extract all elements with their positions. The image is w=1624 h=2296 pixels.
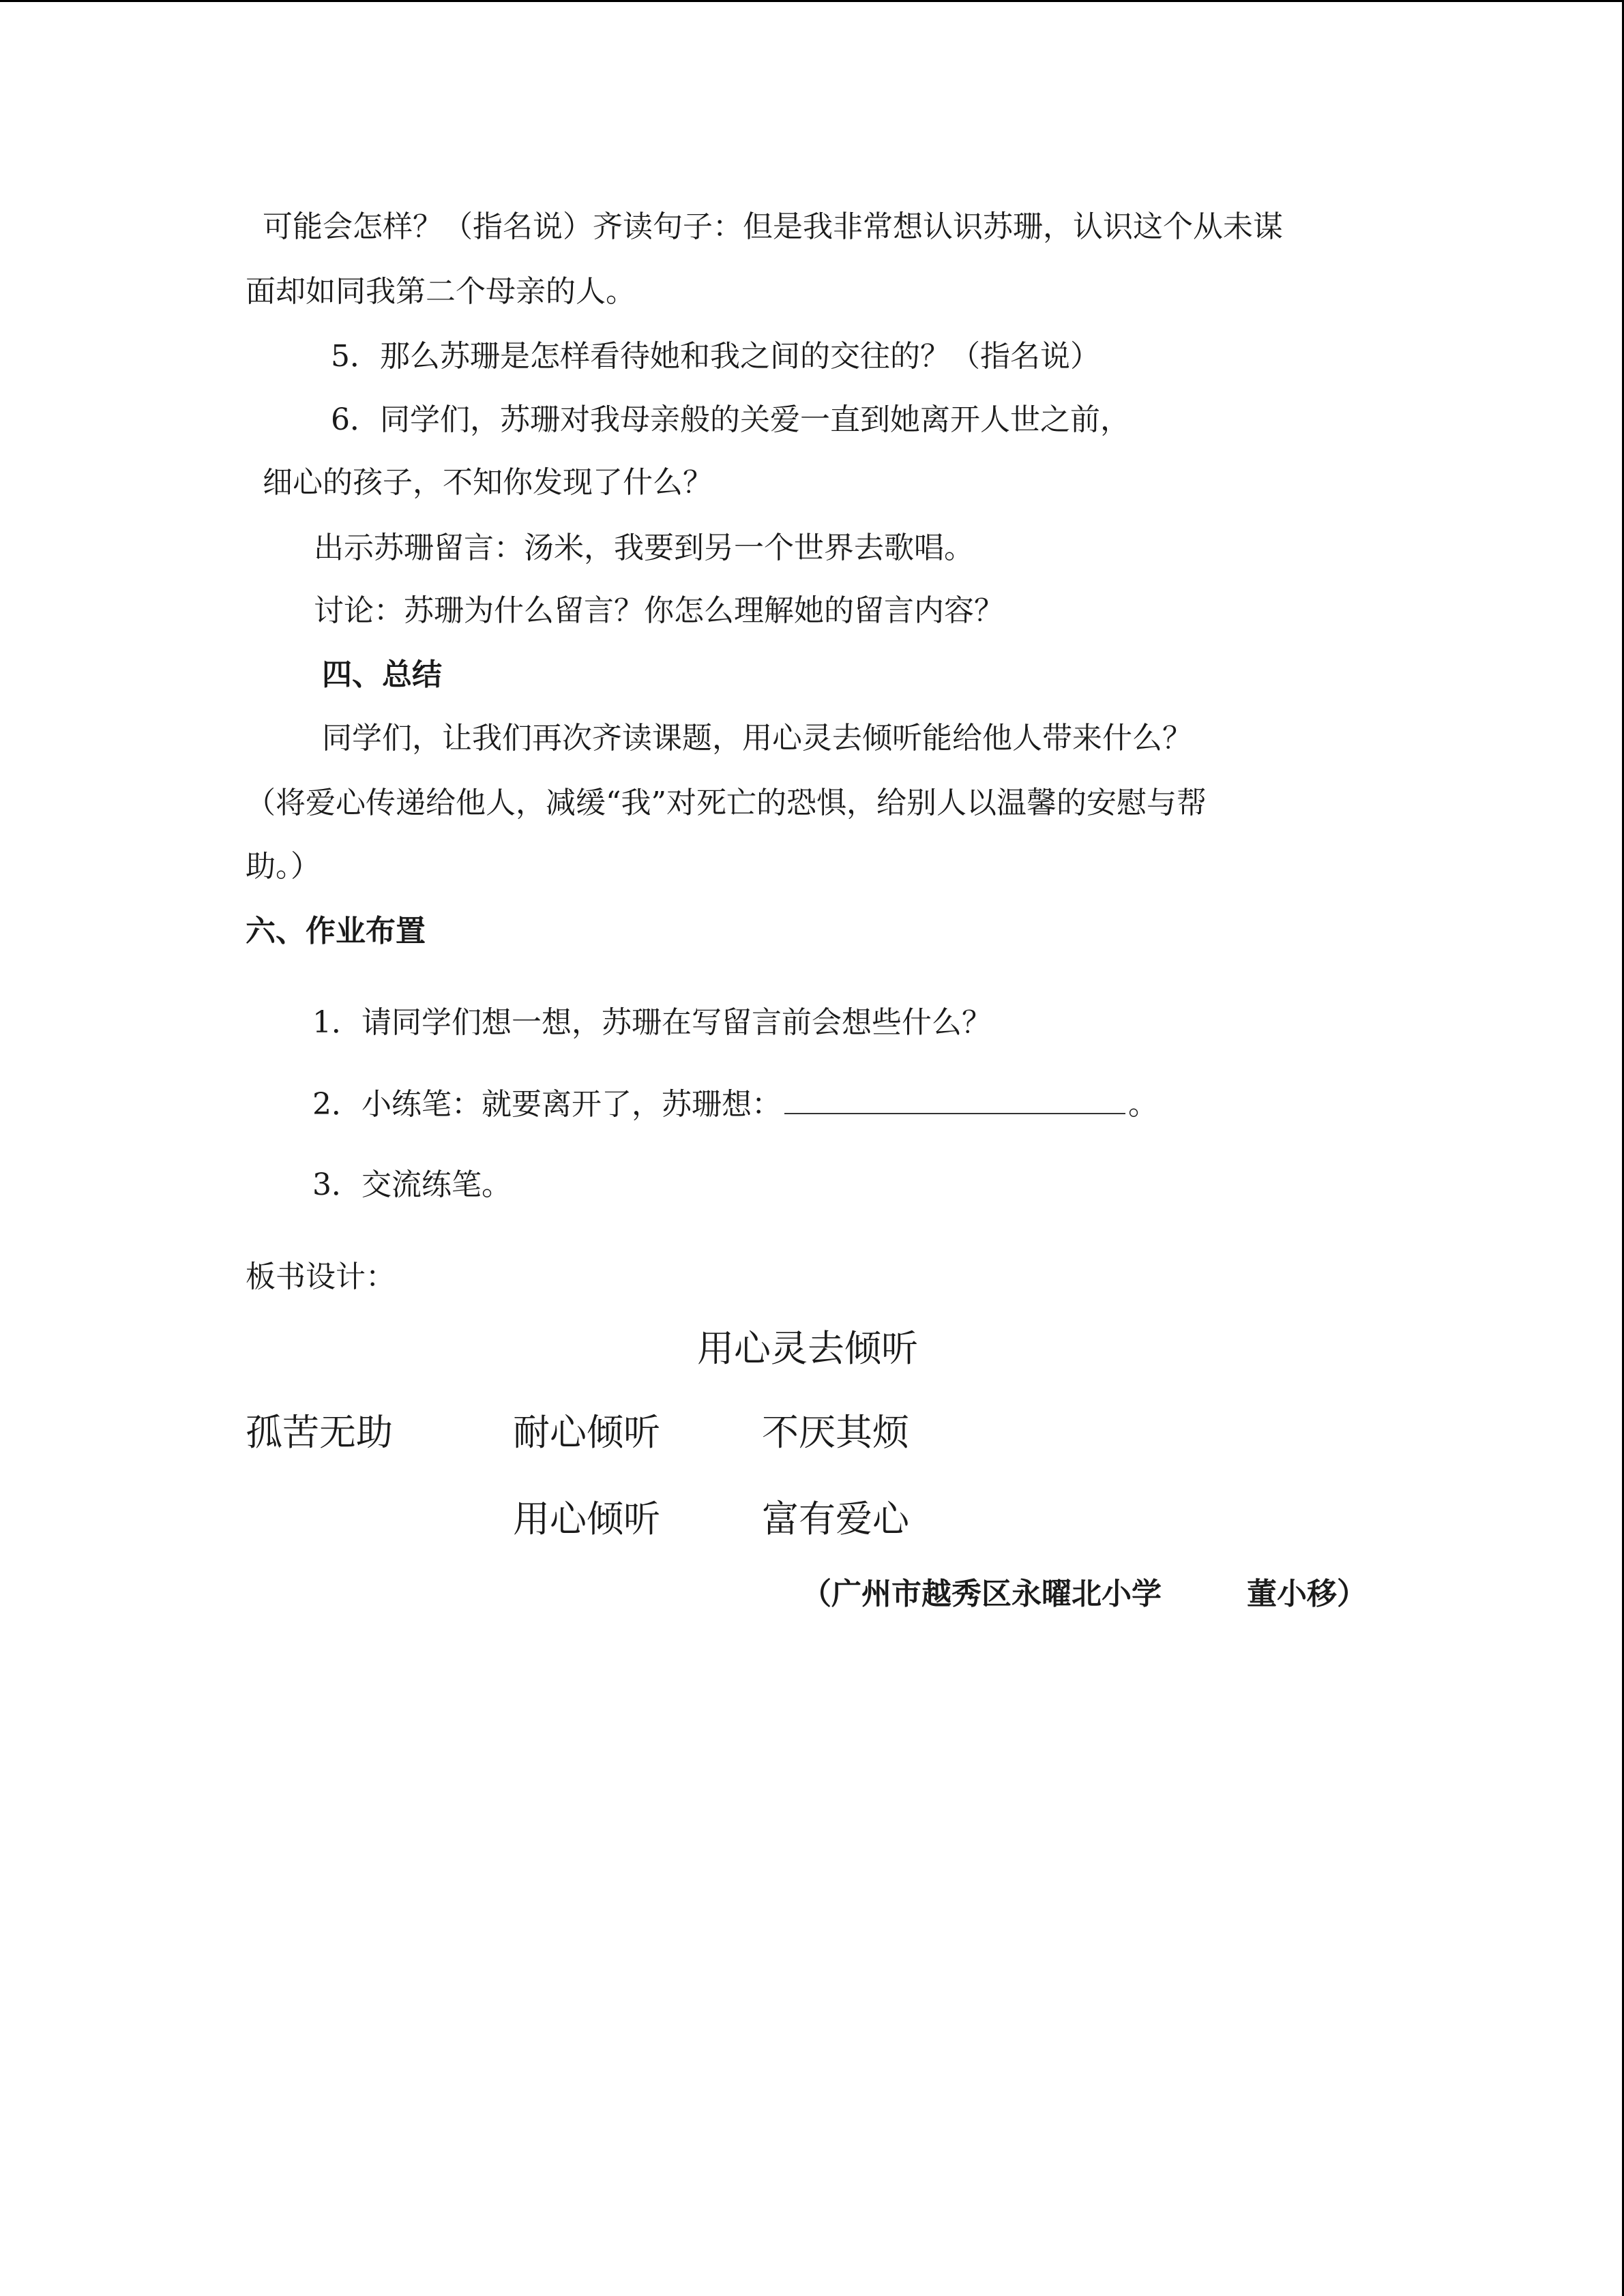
- board-item: 耐心倾听: [513, 1411, 660, 1454]
- homework-item-end: 。: [1128, 1087, 1158, 1122]
- paragraph-line: 出示苏珊留言：汤米，我要到另一个世界去歌唱。: [314, 531, 974, 565]
- board-item: 用心倾听: [513, 1497, 660, 1540]
- paragraph-line: 面却如同我第二个母亲的人。: [246, 274, 636, 309]
- paragraph-line: 6．同学们，苏珊对我母亲般的关爱一直到她离开人世之前，: [331, 402, 1130, 437]
- homework-item-text: 2．小练笔：就要离开了，苏珊想：: [312, 1087, 782, 1122]
- page-border-top: [0, 0, 1624, 2]
- author-name: 董小移）: [1247, 1577, 1367, 1611]
- paragraph-line: 5．那么苏珊是怎样看待她和我之间的交往的？（指名说）: [331, 339, 1100, 374]
- board-item: 富有爱心: [762, 1497, 909, 1540]
- board-item: 不厌其烦: [762, 1411, 909, 1454]
- paragraph-line: 讨论：苏珊为什么留言？你怎么理解她的留言内容？: [314, 593, 1004, 628]
- board-design-label: 板书设计：: [246, 1259, 396, 1294]
- board-title: 用心灵去倾听: [697, 1327, 918, 1370]
- homework-item: [312, 1086, 1158, 1124]
- homework-item: 1．请同学们想一想，苏珊在写留言前会想些什么？: [312, 1005, 992, 1040]
- paragraph-line: 可能会怎样？（指名说）齐读句子：但是我非常想认识苏珊，认识这个从未谋: [263, 209, 1283, 244]
- paragraph-line: （将爱心传递给他人，减缓“我”对死亡的恐惧，给别人以温馨的安慰与帮: [246, 786, 1207, 820]
- paragraph-line: 细心的孩子，不知你发现了什么？: [263, 465, 713, 500]
- paragraph-line: 同学们，让我们再次齐读课题，用心灵去倾听能给他人带来什么？: [322, 721, 1192, 756]
- homework-item: 3．交流练笔。: [312, 1167, 512, 1202]
- author-school: （广州市越秀区永曜北小学: [801, 1577, 1162, 1611]
- section-heading: 四、总结: [322, 657, 442, 692]
- paragraph-line: 助。）: [246, 849, 321, 884]
- section-heading: 六、作业布置: [246, 914, 426, 949]
- fill-in-blank: [784, 1113, 1125, 1114]
- board-item: 孤苦无助: [246, 1411, 393, 1454]
